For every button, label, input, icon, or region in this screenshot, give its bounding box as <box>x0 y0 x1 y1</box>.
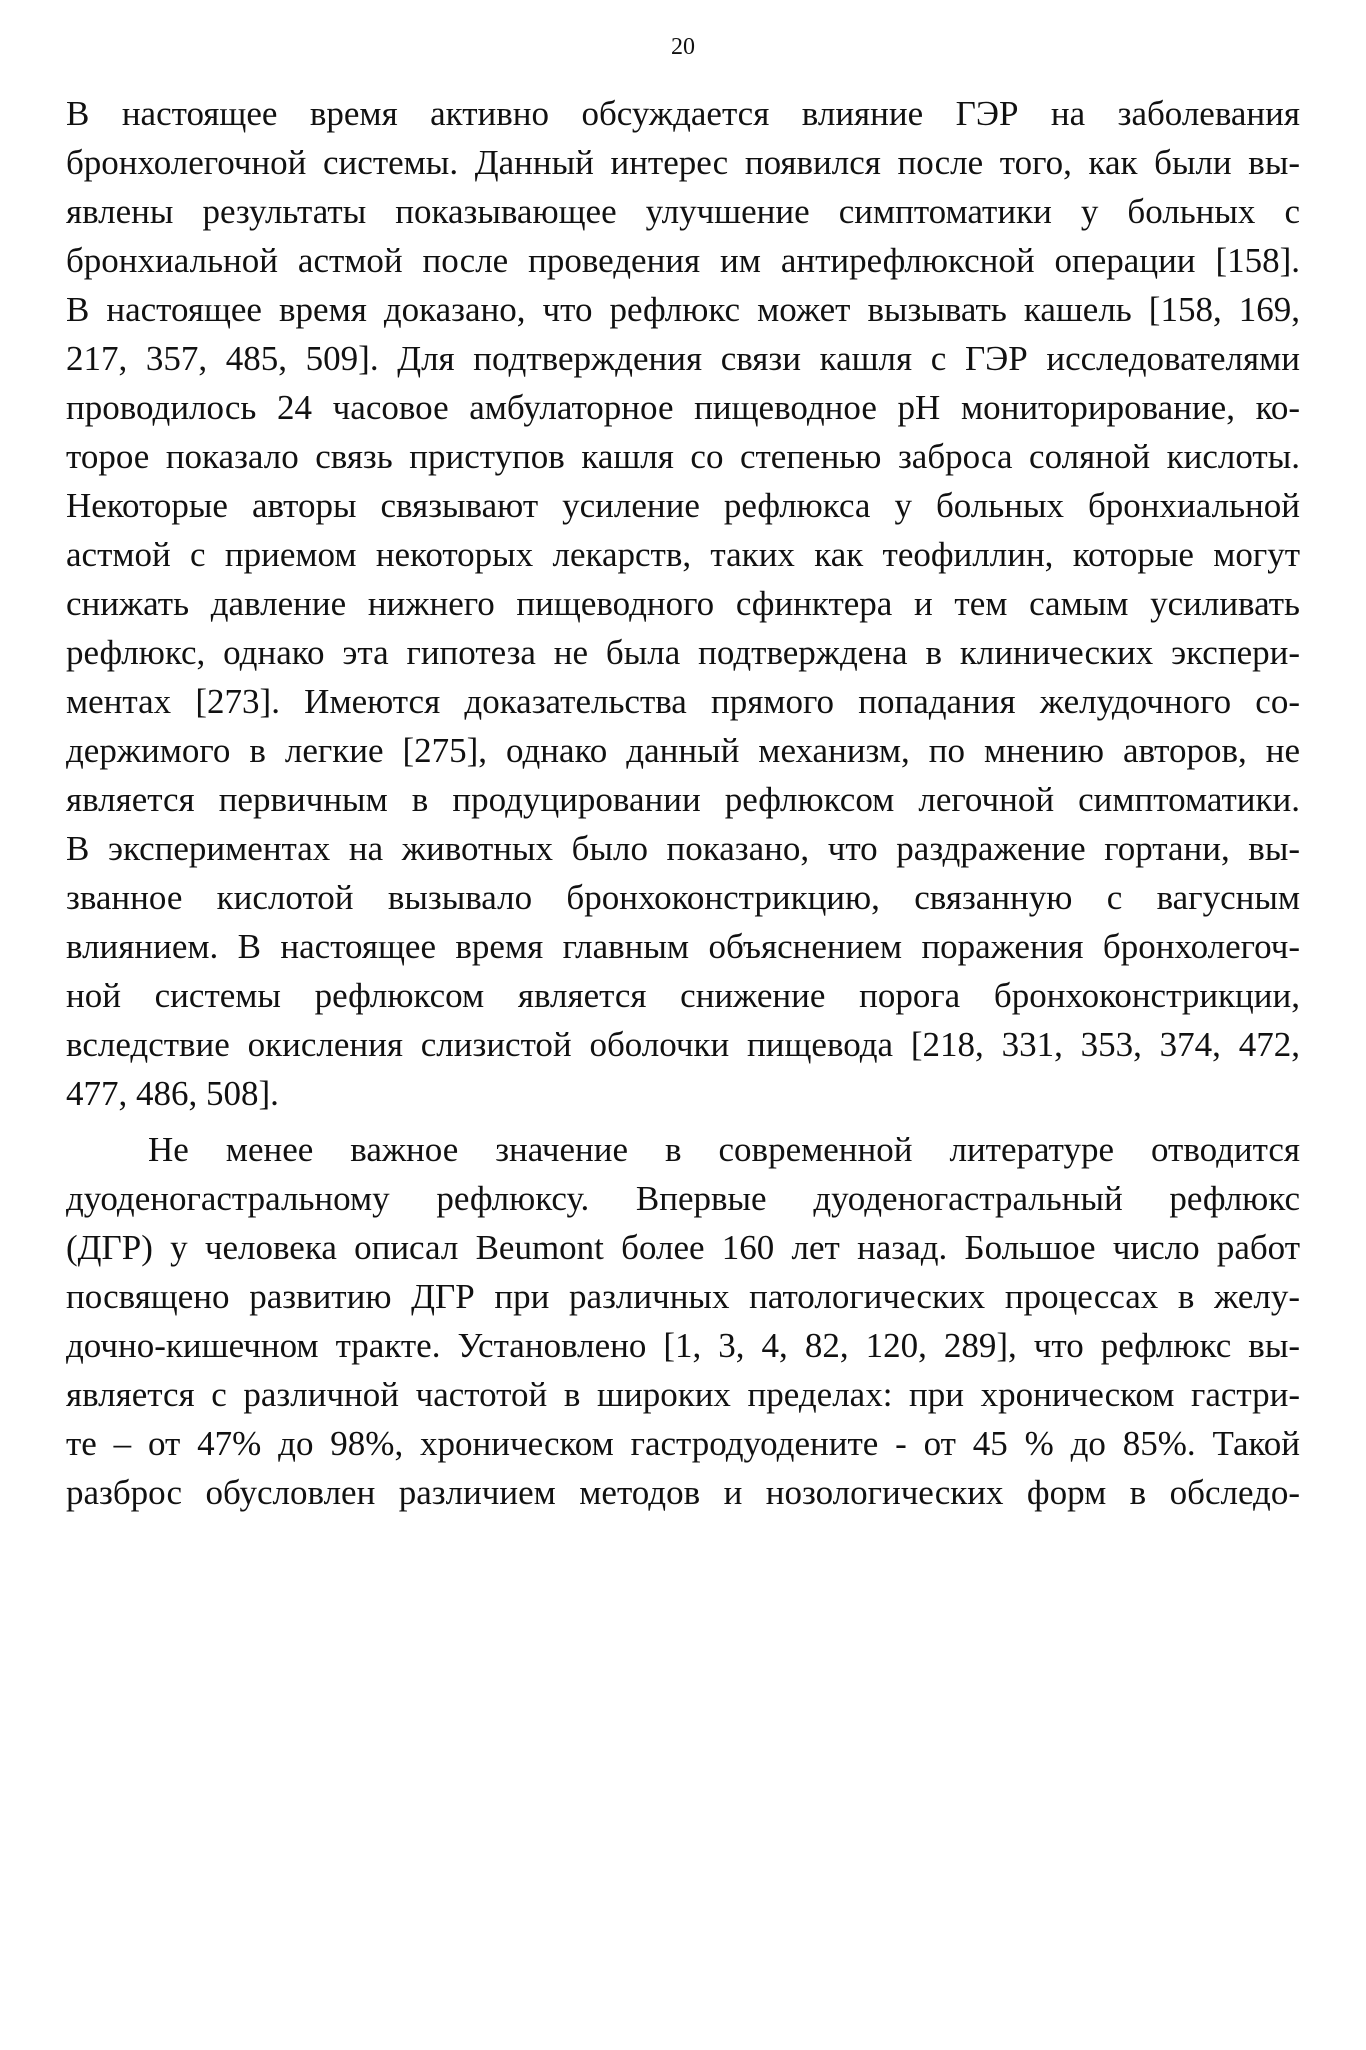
text-line: 477, 486, 508]. <box>66 1074 279 1113</box>
text-line: В настоящее время доказано, что рефлюкс может вызывать кашель [158, 169, <box>66 290 1300 329</box>
text-line: те – от 47% до 98%, хроническом гастродуодените - от 45 % до 85%. Такой <box>66 1424 1300 1463</box>
text-line: званное кислотой вызывало бронхоконстрикцию, связанную с вагусным <box>66 878 1300 917</box>
text-line: астмой с приемом некоторых лекарств, таких как теофиллин, которые могут <box>66 535 1300 574</box>
page-number: 20 <box>671 34 695 60</box>
text-line: бронхиальной астмой после проведения им антирефлюксной операции [158]. <box>66 241 1300 280</box>
text-line: проводилось 24 часовое амбулаторное пищеводное pH мониторирование, ко- <box>66 388 1300 427</box>
text-line: снижать давление нижнего пищеводного сфинктера и тем самым усиливать <box>66 584 1300 623</box>
text-line: Некоторые авторы связывают усиление рефлюкса у больных бронхиальной <box>66 486 1300 525</box>
text-line: В настоящее время активно обсуждается влияние ГЭР на заболевания <box>66 94 1300 133</box>
text-line: ментах [273]. Имеются доказательства прямого попадания желудочного со- <box>66 682 1300 721</box>
text-line: бронхолегочной системы. Данный интерес появился после того, как были вы- <box>66 143 1300 182</box>
text-line: является первичным в продуцировании рефлюксом легочной симптоматики. <box>66 780 1300 819</box>
text-line: явлены результаты показывающее улучшение симптоматики у больных с <box>66 192 1300 231</box>
text-line: вследствие окисления слизистой оболочки пищевода [218, 331, 353, 374, 472, <box>66 1025 1300 1064</box>
text-line: 217, 357, 485, 509]. Для подтверждения связи кашля с ГЭР исследователями <box>66 339 1300 378</box>
text-line: разброс обусловлен различием методов и нозологических форм в обследо- <box>66 1473 1300 1512</box>
text-line: дочно-кишечном тракте. Установлено [1, 3, 4, 82, 120, 289], что рефлюкс вы- <box>66 1326 1300 1365</box>
text-line: торое показало связь приступов кашля со степенью заброса соляной кислоты. <box>66 437 1300 476</box>
text-line: держимого в легкие [275], однако данный механизм, по мнению авторов, не <box>66 731 1300 770</box>
text-line: (ДГР) у человека описал Beumont более 160 лет назад. Большое число работ <box>66 1228 1300 1267</box>
text-line: рефлюкс, однако эта гипотеза не была подтверждена в клинических экспери- <box>66 633 1300 672</box>
text-line: влиянием. В настоящее время главным объяснением поражения бронхолегоч- <box>66 927 1300 966</box>
text-line: ной системы рефлюксом является снижение порога бронхоконстрикции, <box>66 976 1300 1015</box>
text-line: В экспериментах на животных было показано, что раздражение гортани, вы- <box>66 829 1300 868</box>
text-line: дуоденогастральному рефлюксу. Впервые дуоденогастральный рефлюкс <box>66 1179 1300 1218</box>
text-line: является с различной частотой в широких пределах: при хроническом гастри- <box>66 1375 1300 1414</box>
text-line: посвящено развитию ДГР при различных патологических процессах в желу- <box>66 1277 1300 1316</box>
text-line: Не менее важное значение в современной литературе отводится <box>148 1130 1300 1169</box>
